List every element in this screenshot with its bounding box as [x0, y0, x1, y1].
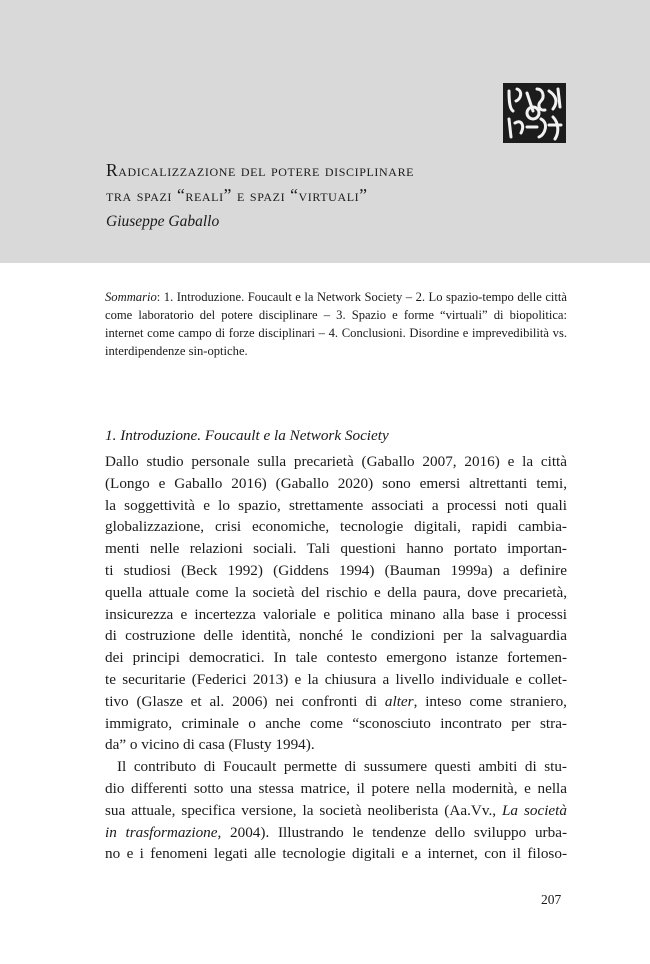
- body-line: Dallo studio personale sulla precarietà (Gaballo 2007, 2016) e la città: [105, 453, 567, 470]
- body-line: Il contributo di Foucault permette di sussumere questi ambiti di stu-: [117, 758, 567, 776]
- body-line: di costruzione delle identità, nonché le condizioni per la salvaguardia: [105, 627, 567, 645]
- body-line: dio differenti sotto una stessa matrice, il potere nella modernità, e nella: [105, 779, 567, 797]
- header-band: [0, 0, 650, 263]
- body-line: insicurezza e incertezza valoriale e politica minano alla base i processi: [105, 605, 567, 623]
- body-line: da” o vicino di casa (Flusty 1994).: [105, 736, 315, 754]
- body-line: immigrato, criminale o anche come “sconosciuto incontrato per stra-: [105, 714, 567, 732]
- body-line: menti nelle relazioni sociali. Tali questioni hanno portato importan-: [105, 540, 567, 558]
- body-line: [105, 691, 567, 713]
- monogram-glyphs-icon: [503, 83, 566, 143]
- summary-label: Sommario: [105, 290, 157, 304]
- title-line-2: tra spazi “reali” e spazi “virtuali”: [106, 185, 368, 205]
- summary-text: : 1. Introduzione. Foucault e la Network Society – 2. Lo spazio-tempo delle città come laboratorio del potere disciplinare – 3. Spazio e forme “virtuali” di biopolitica: internet come campo di forze disciplinari – 4. Conclusioni. Disordine e imprevedibilità vs. interdipendenze sin-optiche.: [105, 290, 567, 358]
- page-number: 207: [541, 892, 562, 907]
- body-line-part: , inteso come straniero,: [413, 692, 567, 710]
- body-text: [105, 451, 567, 865]
- summary-abstract: [105, 288, 567, 360]
- body-line: dei principi democratici. In tale contesto emergono istanze fortemen-: [105, 649, 567, 667]
- emphasis-book-title: La società: [501, 801, 567, 819]
- section-heading: 1. Introduzione. Foucault e la Network Society: [105, 427, 389, 444]
- body-line: la soggettività e lo spazio, strettamente associati a processi noti quali: [105, 496, 567, 514]
- body-line: no e i fenomeni legati alle tecnologie digitali e a internet, con il filoso-: [105, 845, 567, 863]
- body-line-part: , 2004). Illustrando le tendenze dello sviluppo urba-: [217, 823, 568, 841]
- body-line-part: sua attuale, specifica versione, la società neoliberista (Aa.Vv.,: [105, 801, 502, 819]
- body-line: [105, 800, 567, 822]
- title-line-1: Radicalizzazione del potere disciplinare: [106, 160, 415, 180]
- article-author: Giuseppe Gaballo: [106, 213, 220, 230]
- body-line: quella attuale come la società del rischio e della paura, dove precarietà,: [105, 583, 567, 601]
- emphasis-book-title: in trasformazione: [105, 823, 218, 841]
- body-line: (Longo e Gaballo 2016) (Gaballo 2020) sono emersi altrettanti temi,: [105, 474, 567, 492]
- body-line: te securitarie (Federici 2013) e la chiusura a livello individuale e collet-: [105, 670, 567, 688]
- emphasis-alter: alter: [384, 692, 414, 710]
- body-line: [105, 822, 567, 844]
- body-line: ti studiosi (Beck 1992) (Giddens 1994) (Bauman 1999a) a definire: [105, 561, 567, 579]
- body-line-part: tivo (Glasze et al. 2006) nei confronti di: [105, 692, 385, 710]
- article-title: [106, 158, 586, 208]
- body-line: globalizzazione, crisi economiche, tecnologie digitali, rapidi cambia-: [105, 518, 567, 536]
- journal-logo-icon: [503, 83, 566, 143]
